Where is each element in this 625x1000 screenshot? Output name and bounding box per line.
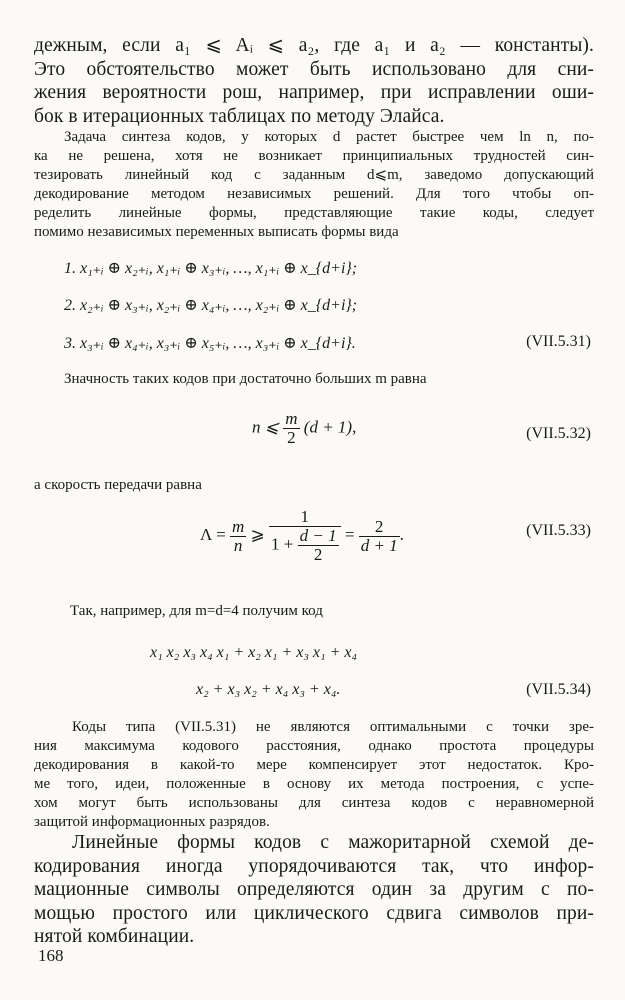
text-line: декодирования в какой-то мере компенсирует этот недостаток. Кро- [34,757,594,773]
denominator: 2 [287,428,296,447]
fraction [269,508,341,564]
numerator: m [285,409,298,428]
eq-rhs: (d + 1), [299,417,357,437]
text-before-33: а скорость передачи равна [34,477,202,493]
numerator: d − 1 [299,526,337,545]
equation-label: (VII.5.34) [526,681,591,698]
equation-34-line1: x₁ x₂ x₃ x₄ x₁ + x₂ x₁ + x₃ x₁ + x₄ [150,644,358,661]
top-paragraph [34,34,594,128]
text-line: дежным, если a₁ ⩽ Aᵢ ⩽ a₂, где a₁ и a₂ — константы). [34,35,594,56]
text-line: кодирования иногда упорядочиваются так, что инфор- [34,855,594,877]
denominator: n [233,535,243,555]
paragraph-majority [34,831,594,949]
eq-lhs: Λ = [200,524,230,544]
form-2: 2. x₂₊ᵢ ⊕ x₃₊ᵢ, x₂₊ᵢ ⊕ x₄₊ᵢ, …, x₂₊ᵢ ⊕ x_{d+i}; [64,297,358,314]
paragraph-synthesis [34,128,594,242]
form-3: 3. x₃₊ᵢ ⊕ x₄₊ᵢ, x₃₊ᵢ ⊕ x₅₊ᵢ, …, x₃₊ᵢ ⊕ x_{d+i}. [64,335,356,352]
fraction [230,518,246,555]
text-line: Коды типа (VII.5.31) не являются оптимальными с точки зре- [72,719,594,735]
text-line: хом могут быть использованы для синтеза кодов с неравномерной [34,795,594,811]
nested-fraction [298,527,339,564]
form-1: 1. x₁₊ᵢ ⊕ x₂₊ᵢ, x₁₊ᵢ ⊕ x₃₊ᵢ, …, x₁₊ᵢ ⊕ x_{d+i}; [64,260,358,277]
text-line: Задача синтеза кодов, у которых d растет быстрее чем ln n, по- [64,129,594,145]
text-line: Линейные формы кодов с мажоритарной схемой де- [72,832,594,853]
eq-sign: = [340,524,359,544]
text-line: ределить линейные формы, представляющие такие коды, следует [34,205,594,221]
denominator: d + 1 [360,535,398,555]
text-line: ка не решена, хотя не возникает принципиальных трудностей син- [34,148,594,164]
denominator [269,527,341,564]
den-prefix: 1 + [271,534,298,554]
equation-label: (VII.5.33) [526,522,591,539]
paragraph-optimality [34,718,594,832]
text-line: мощью простого или циклического сдвига символов при- [34,902,594,924]
text-line: помимо независимых переменных выписать формы вида [34,224,399,240]
text-line: тезировать линейный код с заданным d⩽m, заведомо допускающий [34,167,594,183]
equation-34-line2: x₂ + x₃ x₂ + x₄ x₃ + x₄. [196,681,341,698]
text-line: декодирование методом независимых решений. Для того чтобы оп- [34,186,594,202]
text-before-34: Так, например, для m=d=4 получим код [70,603,323,619]
equation-label: (VII.5.32) [526,425,591,442]
text-line: защитой информационных разрядов. [34,814,270,830]
text-before-32: Значность таких кодов при достаточно больших m равна [64,371,427,387]
text-line: ния максимума кодового расстояния, однако простота процедуры [34,738,594,754]
text-line: нятой комбинации. [34,926,195,947]
geq-sign: ⩾ [246,524,270,544]
text-line: мационные символы определяются один за другим с по- [34,879,594,900]
text-line: ме того, идеи, положенные в основу их метода построения, с успе- [34,776,594,792]
eq-end: . [399,524,404,544]
fraction [359,518,400,555]
text-line: Это обстоятельство может быть использовано для сни- [34,58,594,80]
denominator: 2 [313,545,323,564]
numerator: m [231,516,245,536]
equation-33 [200,508,404,564]
numerator: 1 [269,508,341,527]
equation-32 [252,410,356,447]
page-number: 168 [38,946,64,965]
equation-label: (VII.5.31) [526,333,591,350]
fraction [283,410,299,447]
numerator: 2 [359,518,400,537]
eq-lhs: n ⩽ [252,417,284,437]
text-line: бок в итерационных таблицах по методу Элайса. [34,105,445,127]
text-line: жения вероятности pош, например, при исправлении оши- [34,82,594,103]
